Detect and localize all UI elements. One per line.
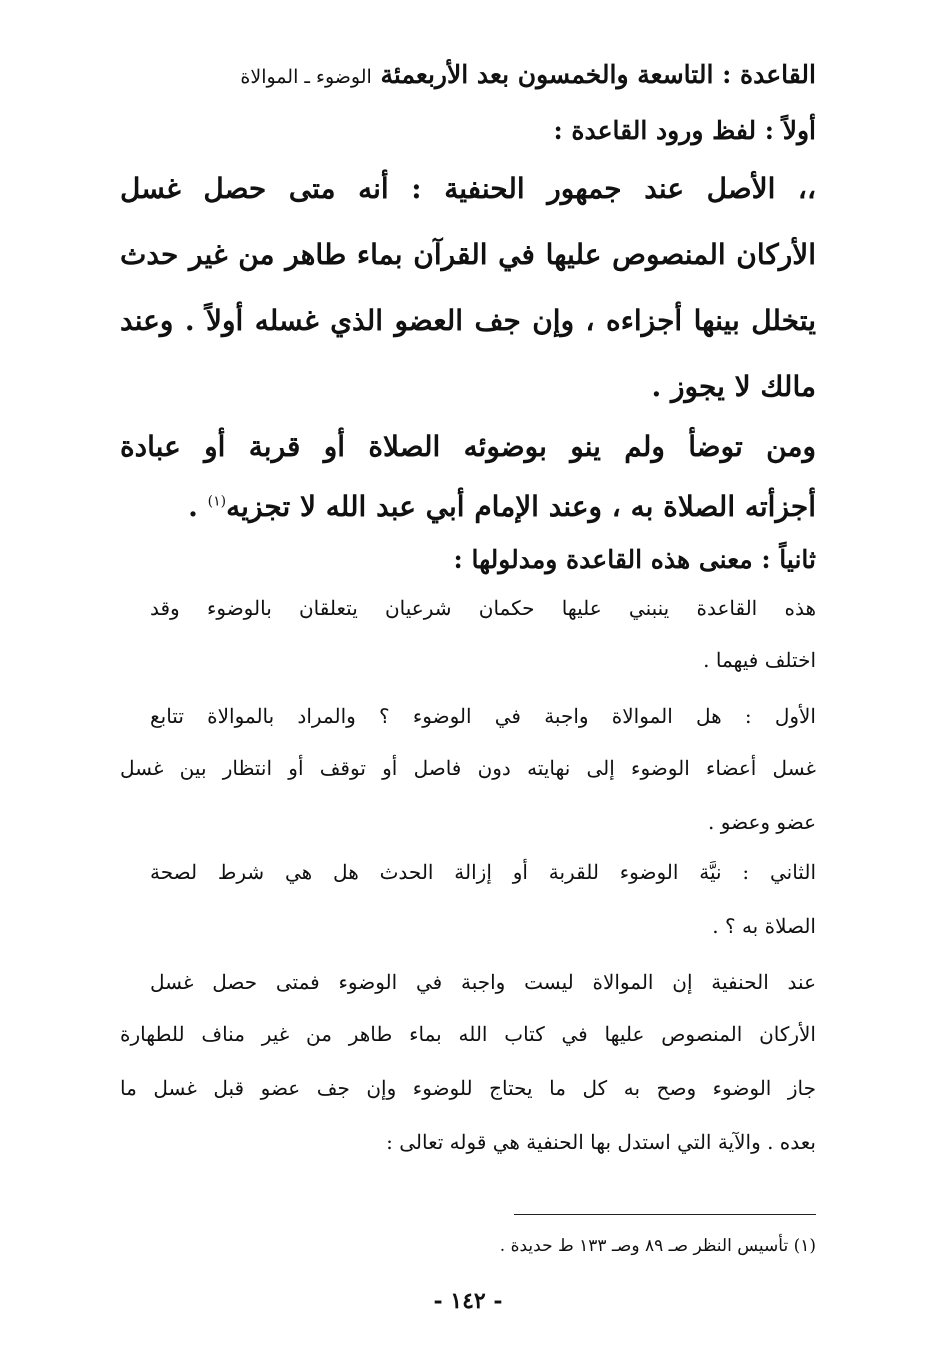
explanation-line: الصلاة به ؟ . <box>712 914 816 938</box>
explanation-line: بعده . والآية التي استدل بها الحنفية هي قوله تعالى : <box>386 1130 816 1154</box>
explanation-line: عضو وعضو . <box>708 810 816 834</box>
rule-line: ومن توضأ ولم ينو بوضوئه الصلاة أو قربة أو عبادة <box>120 430 816 463</box>
rule-line: يتخلل بينها أجزاءه ، وإن جف العضو الذي غسله أولاً . وعند <box>120 304 816 337</box>
rule-line-with-footnote: أجزأته الصلاة به ، وعند الإمام أبي عبد الله لا تجزيه$^{(١)}$ . <box>188 490 816 523</box>
explanation-line: جاز الوضوء وصح به كل ما يحتاج للوضوء وإن جف عضو قبل غسل ما <box>120 1076 816 1100</box>
page-number: - ١٤٢ - <box>433 1288 503 1314</box>
explanation-line: عند الحنفية إن الموالاة ليست واجبة في الوضوء فمتى حصل غسل <box>150 970 816 994</box>
footnote-reference: (١) <box>207 493 227 510</box>
rule-line: مالك لا يجوز . <box>651 370 816 403</box>
explanation-line: اختلف فيهما . <box>703 648 816 672</box>
explanation-line: هذه القاعدة ينبني عليها حكمان شرعيان يتعلقان بالوضوء وقد <box>150 596 816 620</box>
explanation-line: الثاني : نيَّة الوضوء للقربة أو إزالة الحدث هل هي شرط لصحة <box>150 860 816 884</box>
footnote: (١) تأسيس النظر صـ ٨٩ وصـ ١٣٣ ط حديدة . <box>499 1236 816 1256</box>
rule-line: الأركان المنصوص عليها في القرآن بماء طاهر من غير حدث <box>120 238 816 271</box>
explanation-line: الأركان المنصوص عليها في كتاب الله بماء طاهر من غير مناف للطهارة <box>120 1022 816 1046</box>
footnote-divider <box>514 1214 816 1215</box>
document-page: القاعدة : التاسعة والخمسون بعد الأربعمئة الوضوء ـ الموالاة أولاً : لفظ ورود القاعدة : ،، الأصل عند جمهور الحنفية : أنه متى حصل غسل الأركان المنصوص عليها في القرآن بماء طاهر من غير حدث يتخلل بينها أجزاءه ، وإن جف العضو الذي غسله أولاً . وعند مالك لا يجوز . ومن توضأ ولم ينو بوضوئه الصلاة أو قربة أو عبادة أجزأته الصلاة به ، وعند الإمام أبي عبد الله لا تجزيه$^{(١)}$ . ثانياً : معنى هذه القاعدة ومدلولها : هذه القاعدة ينبني عليها حكمان شرعيان يتعلقان بالوضوء وقد اختلف فيهما . الأول : هل الموالاة واجبة في الوضوء ؟ والمراد بالموالاة تتابع غسل أعضاء الوضوء إلى نهايته دون فاصل أو توقف أو انتظار بين غسل عضو وعضو . الثاني : نيَّة الوضوء للقربة أو إزالة الحدث هل هي شرط لصحة الصلاة به ؟ . عند الحنفية إن الموالاة ليست واجبة في الوضوء فمتى حصل غسل الأركان المنصوص عليها في كتاب الله بماء طاهر من غير مناف للطهارة جاز الوضوء وصح به كل ما يحتاج للوضوء وإن جف عضو قبل غسل ما بعده . والآية التي استدل بها الحنفية هي قوله تعالى : (١) تأسيس النظر صـ ٨٩ وصـ ١٣٣ ط حديدة . - ١٤٢ - <box>0 0 936 1361</box>
rule-topic: الوضوء ـ الموالاة <box>240 66 372 88</box>
explanation-line: غسل أعضاء الوضوء إلى نهايته دون فاصل أو توقف أو انتظار بين غسل <box>120 756 816 780</box>
rule-line: ،، الأصل عند جمهور الحنفية : أنه متى حصل غسل <box>120 172 816 205</box>
rule-title: القاعدة : التاسعة والخمسون بعد الأربعمئة <box>380 60 816 89</box>
explanation-line: الأول : هل الموالاة واجبة في الوضوء ؟ والمراد بالموالاة تتابع <box>150 704 816 728</box>
